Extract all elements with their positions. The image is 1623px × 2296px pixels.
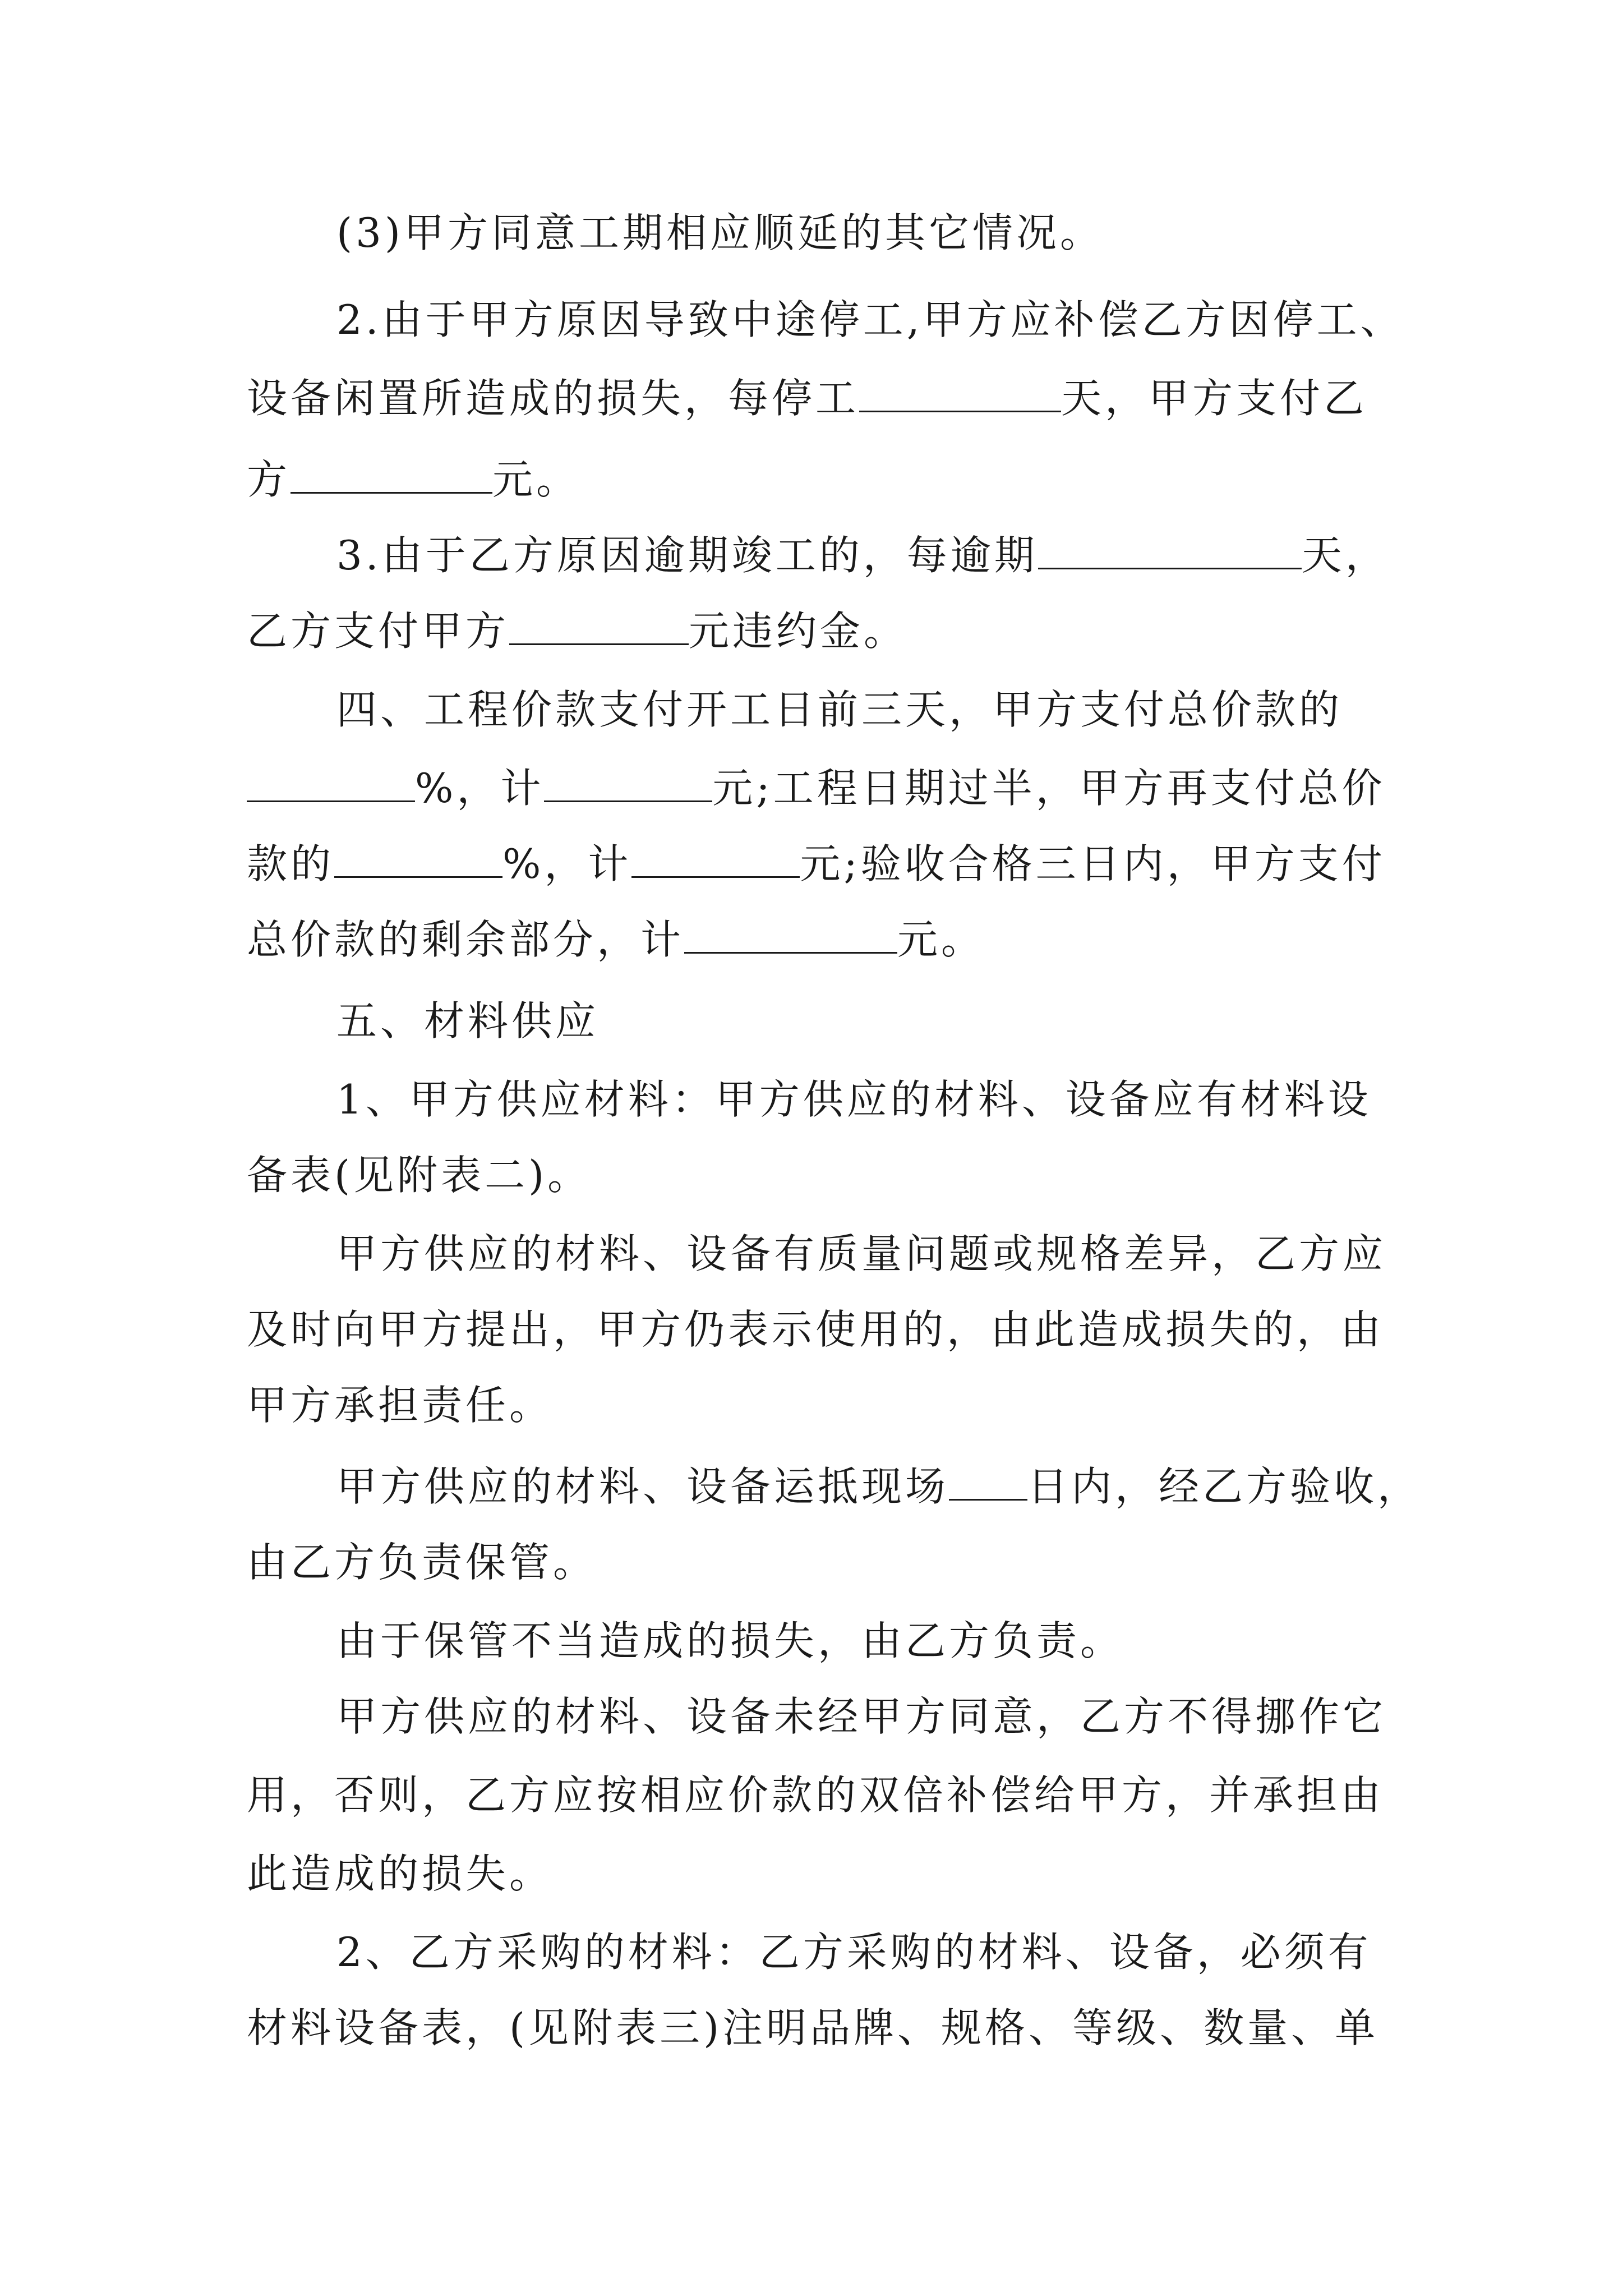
text-segment: 2.由于甲方原因导致中途停工,甲方应补偿乙方因停工、 [336,296,1404,343]
fill-in-blank [247,762,415,802]
text-segment: 3.由于乙方原因逾期竣工的，每逾期 [336,532,1038,579]
text-segment: %，计 [502,840,632,887]
paragraph-line [336,1063,1380,1136]
paragraph-line [336,1680,1387,1753]
paragraph-line [336,673,1380,746]
paragraph-line [247,1139,1380,1212]
paragraph-line [247,752,1386,825]
text-segment: 此造成的损失。 [247,1850,554,1897]
text-segment: 元;工程日期过半，甲方再支付总价 [712,765,1386,812]
text-segment: 甲方供应的材料、设备未经甲方同意，乙方不得挪作它 [336,1693,1387,1740]
paragraph-line [247,443,1380,516]
fill-in-blank [859,372,1061,412]
text-segment: 1、甲方供应材料：甲方供应的材料、设备应有材料设 [336,1076,1372,1123]
paragraph-line [247,362,1380,435]
fill-in-blank [631,838,800,878]
paragraph-line [336,1217,1387,1290]
paragraph-line [247,1991,1380,2064]
paragraph-line [247,1369,1380,1442]
paragraph-line [247,1293,1385,1366]
text-segment: 设备闲置所造成的损失，每停工 [247,375,860,422]
paragraph-line [336,1604,1380,1677]
text-segment: 天，甲方支付乙 [1061,375,1368,422]
paragraph-line [247,903,1380,976]
text-segment: 总价款的剩余部分，计 [247,916,685,963]
text-segment: 元。 [492,456,580,503]
paragraph-line [247,827,1386,900]
text-segment: 天， [1301,532,1389,579]
text-segment: 乙方支付甲方 [247,608,510,655]
text-segment: 四、工程价款支付开工日前三天，甲方支付总价款的 [336,686,1343,733]
text-segment: 甲方承担责任。 [247,1382,554,1429]
text-segment: 五、材料供应 [336,997,600,1045]
paragraph-line [336,1916,1380,1989]
text-segment: 及时向甲方提出，甲方仍表示使用的，由此造成损失的，由 [247,1306,1385,1353]
text-segment: 甲方供应的材料、设备运抵现场 [336,1463,949,1510]
fill-in-blank [509,605,689,645]
paragraph-line [336,283,1404,356]
text-segment: 材料设备表，(见附表三)注明品牌、规格、等级、数量、单 [247,2004,1379,2051]
fill-in-blank [1038,530,1302,569]
paragraph-line [247,595,1380,668]
text-segment: %，计 [415,765,545,812]
paragraph-line [247,1837,1380,1910]
text-segment: 元。 [897,916,985,963]
text-segment: 2、乙方采购的材料：乙方采购的材料、设备，必须有 [336,1929,1372,1976]
paragraph-line [247,1526,1380,1599]
text-segment: 方 [247,456,291,503]
paragraph-line [247,1759,1385,1832]
text-segment: 元违约金。 [689,608,908,655]
text-segment: 款的 [247,840,335,887]
text-segment: 备表(见附表二)。 [247,1152,592,1199]
text-segment: 由乙方负责保管。 [247,1539,597,1586]
text-segment: 用，否则，乙方应按相应价款的双倍补偿给甲方，并承担由 [247,1772,1385,1819]
section-heading [336,984,1380,1057]
text-segment: 日内，经乙方验收， [1027,1463,1422,1510]
fill-in-blank [544,762,712,802]
fill-in-blank [949,1461,1027,1501]
text-segment: 甲方供应的材料、设备有质量问题或规格差异，乙方应 [336,1230,1387,1277]
fill-in-blank [684,914,897,954]
fill-in-blank [291,454,492,494]
fill-in-blank [334,838,502,878]
paragraph-line [336,196,1380,269]
paragraph-line [336,519,1389,592]
text-segment: (3)甲方同意工期相应顺延的其它情况。 [336,209,1104,256]
paragraph-line [336,1450,1422,1523]
text-segment: 元;验收合格三日内，甲方支付 [800,840,1386,887]
text-segment: 由于保管不当造成的损失，由乙方负责。 [336,1617,1124,1664]
